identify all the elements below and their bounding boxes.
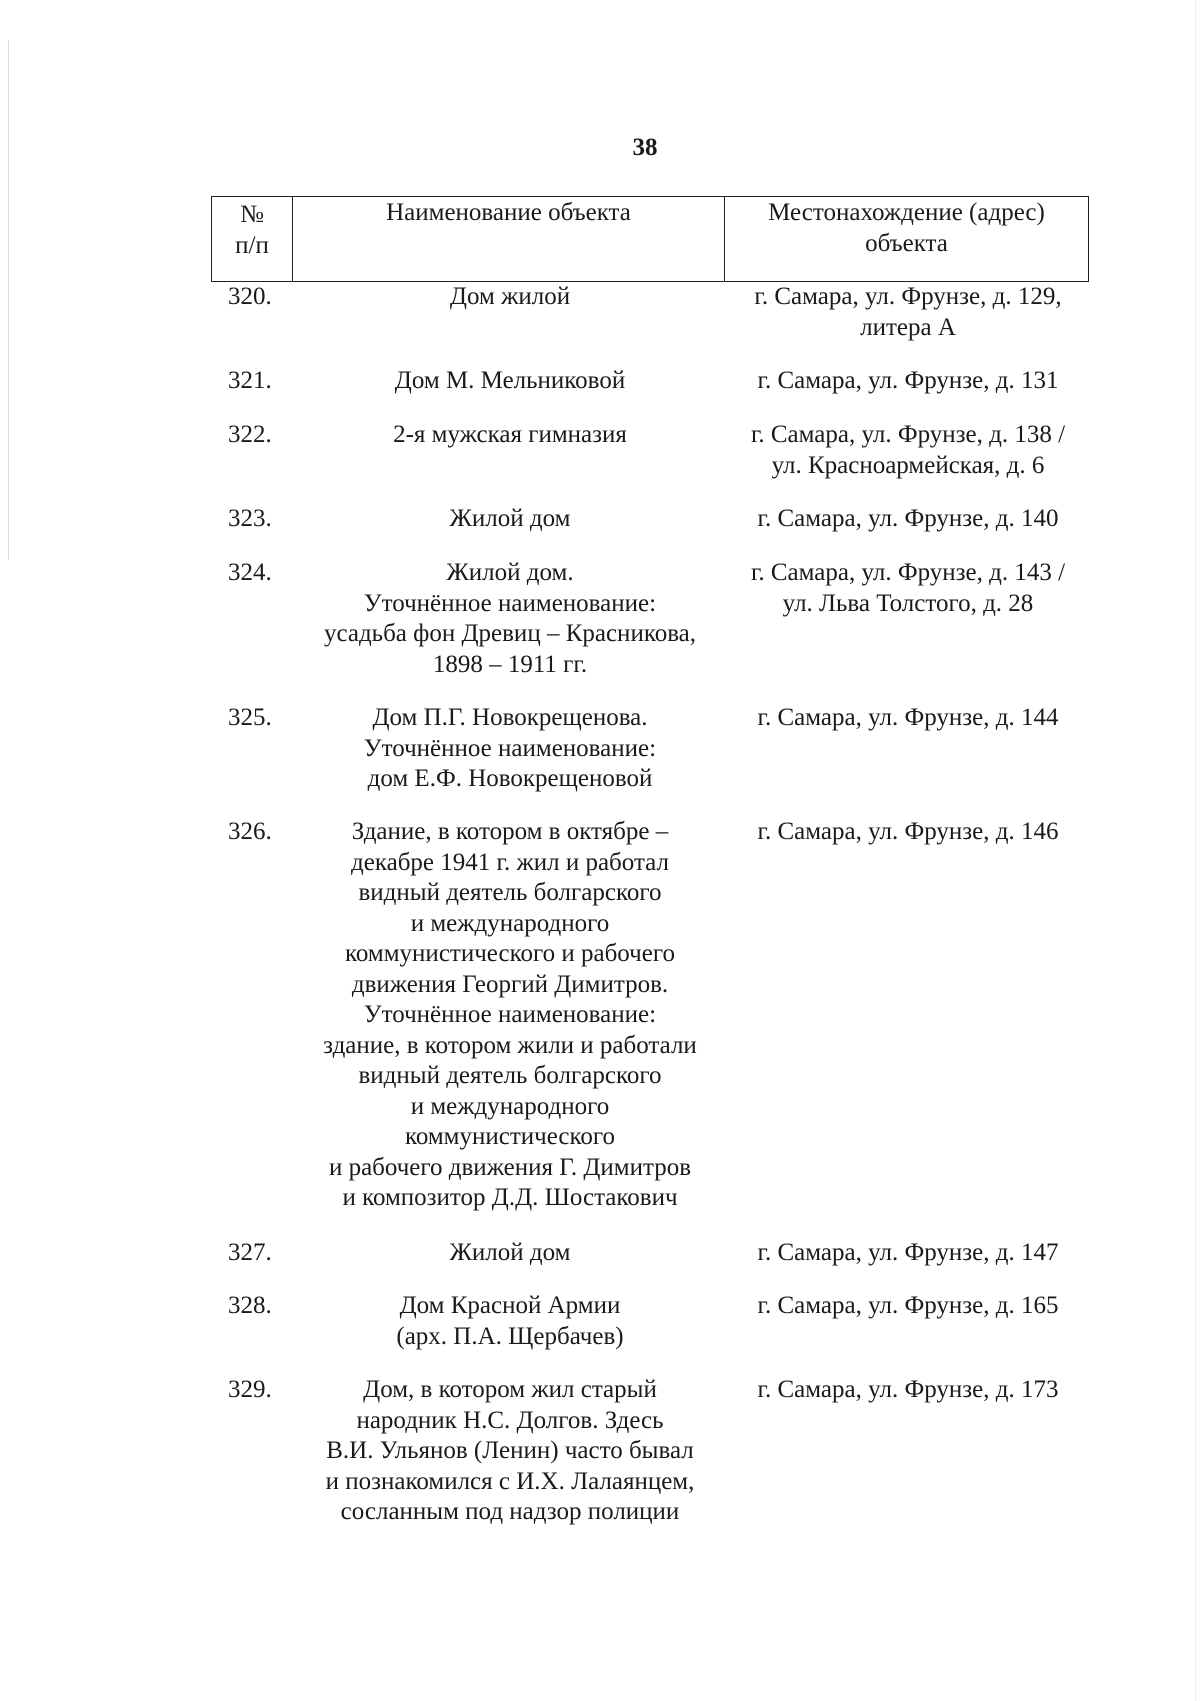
row-object-address: г. Самара, ул. Фрунзе, д. 140: [757, 505, 1059, 532]
scan-edge-right: [1195, 0, 1196, 1701]
header-object-name: Наименование объекта: [293, 197, 725, 281]
row-object-address: г. Самара, ул. Фрунзе, д. 165: [757, 1292, 1059, 1319]
row-object-address: г. Самара, ул. Фрунзе, д. 129, литера А: [754, 283, 1062, 341]
row-object-name: 2-я мужская гимназия: [393, 421, 627, 448]
row-object-address: г. Самара, ул. Фрунзе, д. 131: [757, 367, 1059, 394]
header-number: № п/п: [212, 197, 293, 281]
row-object-name: Жилой дом: [449, 505, 571, 532]
row-object-address: г. Самара, ул. Фрунзе, д. 138 / ул. Красноармейская, д. 6: [750, 421, 1066, 479]
row-object-name: Дом М. Мельниковой: [394, 367, 626, 394]
row-object-name: Дом Красной Армии (арх. П.А. Щербачев): [396, 1292, 624, 1350]
row-number: 326.: [228, 818, 272, 845]
table-header: [211, 196, 1089, 282]
row-object-address: г. Самара, ул. Фрунзе, д. 173: [757, 1376, 1059, 1403]
row-number: 321.: [228, 367, 272, 394]
row-object-name: Жилой дом. Уточнённое наименование: усадьба фон Древиц – Красникова, 1898 – 1911 гг.: [323, 559, 697, 678]
row-object-name: Здание, в котором в октябре – декабре 1941 г. жил и работал видный деятель болгарского и международного коммунистического и рабочего движения Георгий Димитров. Уточнённое наименование: здание, в котором жили и работали видный деятель болгарского и международного коммунистического и рабочего движения Г. Димитров и композитор Д.Д. Шостакович: [323, 818, 697, 1211]
scan-edge-left: [8, 40, 9, 560]
page-number: 38: [632, 134, 658, 161]
row-object-address: г. Самара, ул. Фрунзе, д. 147: [757, 1239, 1059, 1266]
row-object-name: Дом, в котором жил старый народник Н.С. Долгов. Здесь В.И. Ульянов (Ленин) часто бывал и познакомился с И.Х. Лалаянцем, сосланным под надзор полиции: [325, 1376, 695, 1525]
row-number: 329.: [228, 1376, 272, 1403]
row-number: 323.: [228, 505, 272, 532]
row-object-name: Жилой дом: [449, 1239, 571, 1266]
row-number: 328.: [228, 1292, 272, 1319]
row-number: 322.: [228, 421, 272, 448]
row-object-name: Дом П.Г. Новокрещенова. Уточнённое наименование: дом Е.Ф. Новокрещеновой: [363, 704, 657, 792]
row-object-address: г. Самара, ул. Фрунзе, д. 143 / ул. Льва Толстого, д. 28: [750, 559, 1066, 617]
row-number: 325.: [228, 704, 272, 731]
row-number: 320.: [228, 283, 272, 310]
row-number: 324.: [228, 559, 272, 586]
row-object-address: г. Самара, ул. Фрунзе, д. 144: [757, 704, 1059, 731]
row-object-address: г. Самара, ул. Фрунзе, д. 146: [757, 818, 1059, 845]
header-object-address: Местонахождение (адрес) объекта: [768, 199, 1045, 257]
row-number: 327.: [228, 1239, 272, 1266]
row-object-name: Дом жилой: [449, 283, 571, 310]
